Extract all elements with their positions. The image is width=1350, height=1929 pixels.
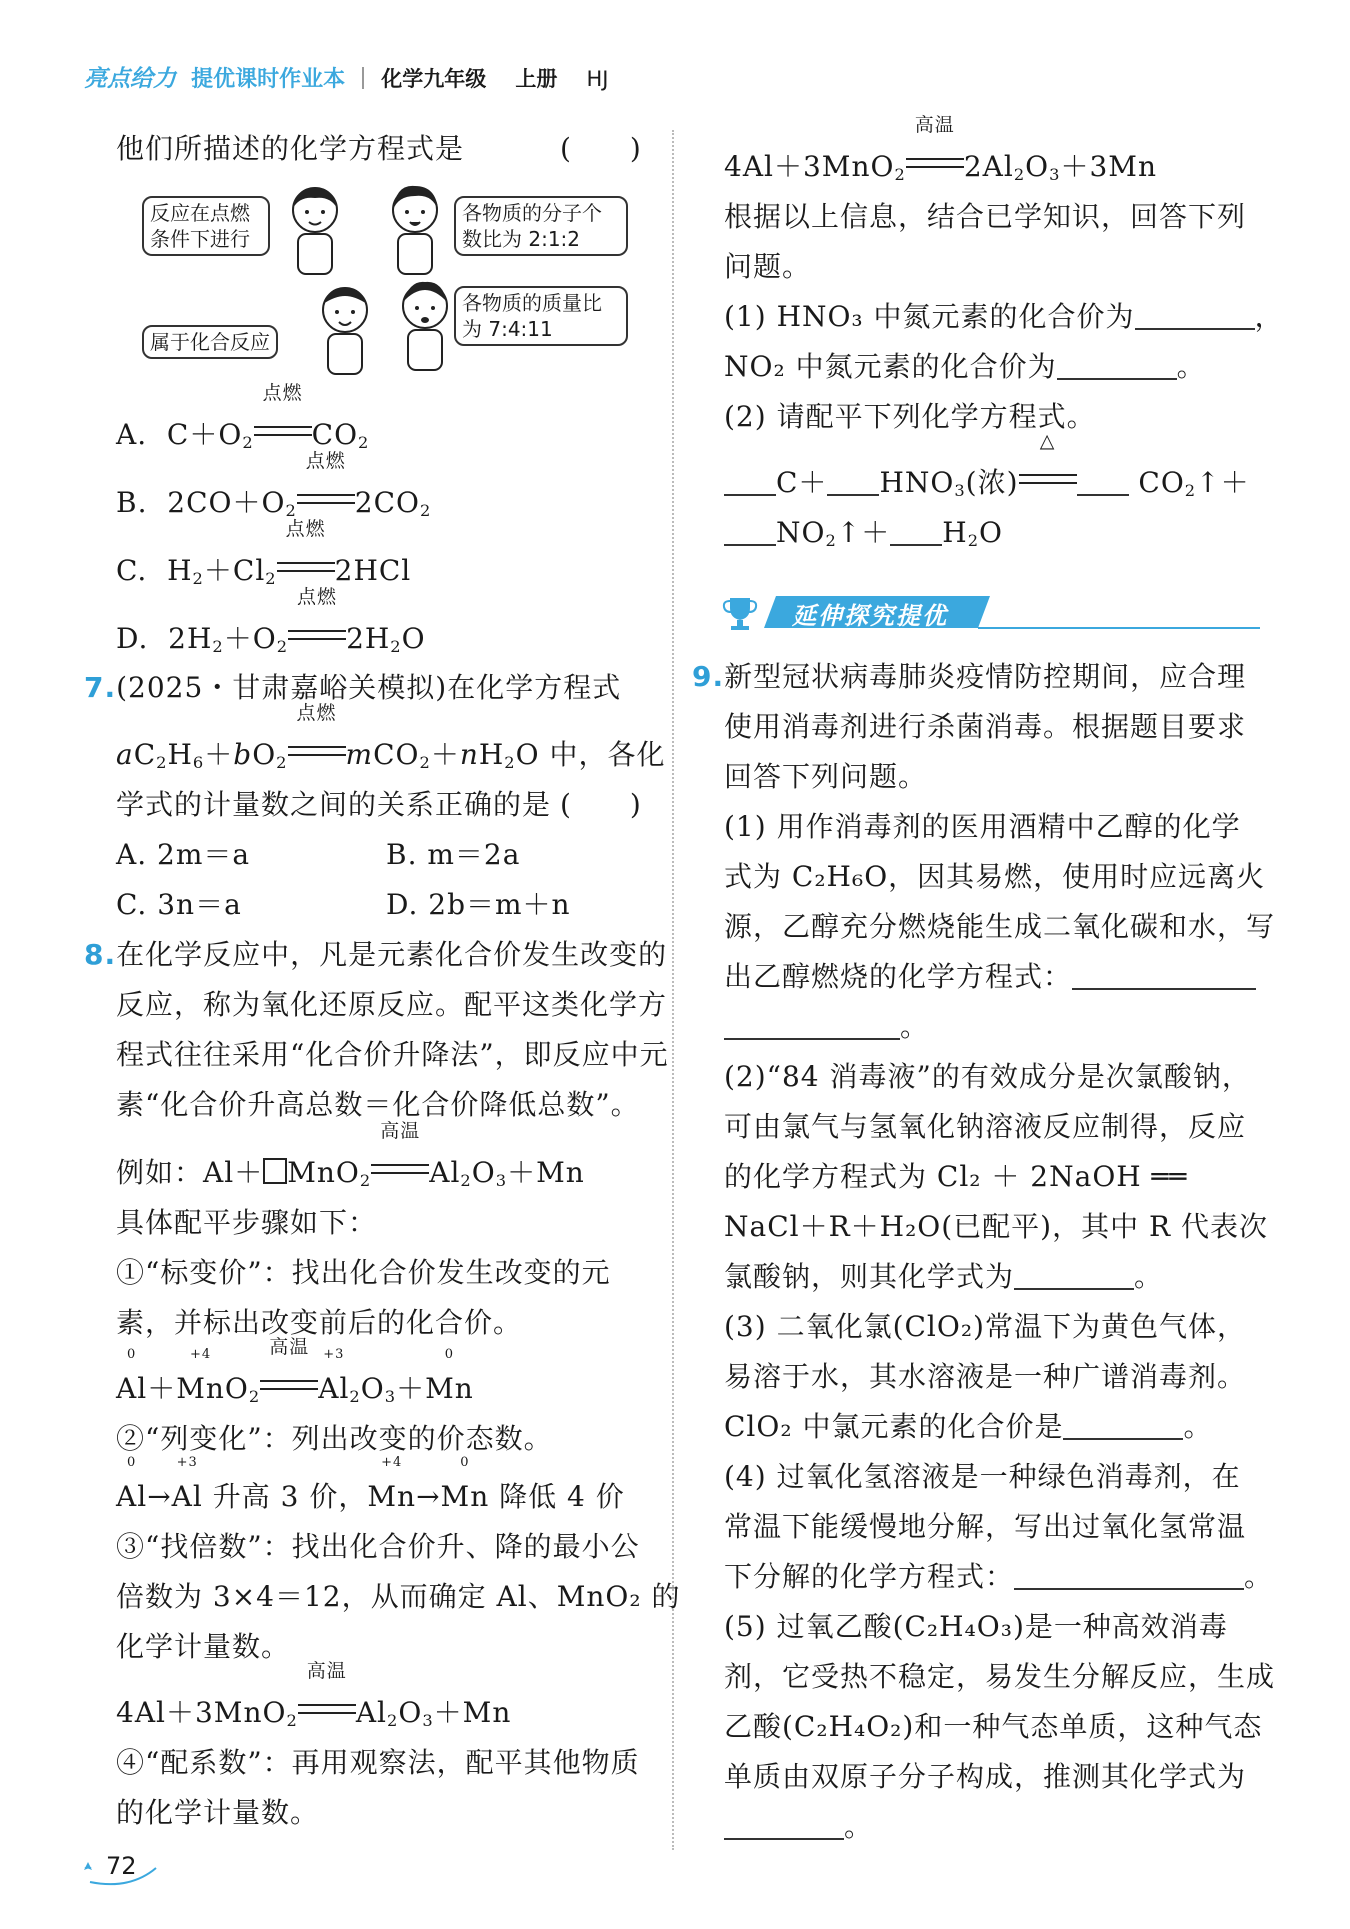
period: 。 (1183, 1410, 1213, 1443)
q7-line3 (116, 780, 551, 830)
option-a-label: A. (116, 418, 148, 451)
q9-1-line3-text: 出乙醇燃烧的化学方程式： (724, 960, 1073, 993)
student-girl-2-icon (380, 182, 450, 282)
q6-illustration (130, 182, 630, 382)
valence-mark: 0 (126, 1347, 137, 1362)
reaction-arrow (906, 114, 964, 192)
volume: 上册 (515, 67, 558, 91)
q9-5-line2: 乙酸(C₂H₄O₂)和一种气态单质，这种气态 (724, 1710, 1263, 1743)
q9-5-line0: (5) 过氧乙酸(C₂H₄O₃)是一种高效消毒 (724, 1610, 1228, 1643)
valence-mark: +4 (381, 1455, 403, 1470)
valence-mark: +4 (189, 1347, 212, 1362)
q9-1-line3 (724, 952, 1256, 1002)
q8-line-2: 程式往往采用“化合价升降法”，即反应中元 (116, 1038, 669, 1071)
period: 。 (844, 1810, 874, 1843)
option-b: B. $2CO+O_2$ 点燃 $2CO_2$ (116, 478, 431, 528)
q9-text: 新型冠状病毒肺炎疫情防控期间，应合理 (724, 660, 1247, 693)
q9-2-line1: 可由氯气与氢氧化钠溶液反应制得，反应 (724, 1110, 1247, 1143)
header-divider (362, 67, 364, 89)
brand-logo: 亮点给力 (84, 66, 176, 92)
q8-steps-intro: 具体配平步骤如下： (116, 1206, 378, 1239)
valence-mark: +3 (176, 1455, 198, 1470)
valence-mark: +3 (323, 1347, 345, 1362)
oxidation-mn: 0 Mn (440, 1455, 490, 1513)
condition-label: 点燃 (262, 382, 303, 404)
oxidation-al: 0 Al (116, 1455, 148, 1513)
q8-multiple-equation: 4Al＋3MnO$_2$ 高温 $Al_2O_3+Mn$ (116, 1688, 511, 1738)
answer-blank[interactable] (1057, 348, 1177, 380)
q7-line1-text: (2025・甘肃嘉峪关模拟)在化学方程式 (116, 671, 622, 704)
q9-1-line1: 式为 C₂H₆O，因其易燃，使用时应远离火 (724, 860, 1266, 893)
q9-3-line2-text: ClO₂ 中氯元素的化合价是 (724, 1410, 1064, 1443)
bubble-combination-reaction (142, 325, 278, 359)
option-c: C. $H_2+Cl_2$ 点燃 2HCl (116, 546, 411, 596)
oxidation-al-in-al2o3: +3 Al (318, 1347, 350, 1405)
valence-mark: 0 (460, 1455, 470, 1470)
condition-label: 点燃 (296, 702, 337, 724)
q9-5-line1: 剂，它受热不稳定，易发生分解反应，生成 (724, 1660, 1276, 1693)
q8-step3-line1: 倍数为 3×4＝12，从而确定 Al、MnO₂ 的 (116, 1580, 681, 1613)
answer-blank[interactable] (724, 1008, 900, 1040)
q8-balance-eq-line1: $C+ HNO_3$(浓) △ $CO_2↑+$ (724, 458, 1250, 508)
option-d-label: D. (116, 622, 149, 655)
condition-label: 高温 (380, 1120, 421, 1142)
q9-2-line4 (724, 1252, 1163, 1302)
q8-step1-line1: 素，并标出改变前后的化合价。 (116, 1306, 523, 1339)
bubble-molecule-ratio (454, 196, 628, 256)
reaction-arrow (288, 586, 346, 664)
answer-blank[interactable] (1014, 1558, 1244, 1590)
q9-1-line2: 源，乙醇充分燃烧能生成二氧化碳和水，写 (724, 910, 1276, 943)
reaction-arrow (288, 702, 346, 780)
student-boy-1-icon (310, 282, 380, 382)
period: 。 (1134, 1260, 1164, 1293)
student-boy-2-icon (390, 278, 460, 378)
q9-2-line3: NaCl＋R＋H₂O(已配平)，其中 R 代表次 (724, 1210, 1268, 1243)
q9-3-line2 (724, 1402, 1212, 1452)
q9-1-line4 (724, 1002, 929, 1052)
q7-option-b: B. m＝2a (386, 838, 521, 871)
q8-line-0 (84, 930, 667, 980)
reaction-arrow (298, 1660, 356, 1738)
q6-stem (116, 124, 464, 174)
period: 。 (900, 1010, 930, 1043)
q8-part1-a (724, 292, 1284, 342)
q6-answer-paren: ( ) (560, 132, 642, 165)
period: 。 (1176, 350, 1206, 383)
q8-part1-a-text: (1) HNO₃ 中氮元素的化合价为 (724, 300, 1135, 333)
q9-4-line1: 常温下能缓慢地分解，写出过氧化氢常温 (724, 1510, 1247, 1543)
q8-step4-line1: 的化学计量数。 (116, 1796, 320, 1829)
page-number: 72 (106, 1852, 137, 1880)
q7-line1 (84, 663, 621, 713)
answer-blank[interactable] (1063, 1408, 1183, 1440)
q6-stem-text: 他们所描述的化学方程式是 (116, 132, 465, 165)
q8-line-1: 反应，称为氧化还原反应。配平这类化学方 (116, 988, 668, 1021)
oxidation-al: +3 Al (171, 1455, 203, 1513)
bubble-ignite-text: 反应在点燃条件下进行 (150, 201, 250, 251)
q9-2-line0: (2)“84 消毒液”的有效成分是次氯酸钠， (724, 1060, 1251, 1093)
q8-line-3: 素“化合价升高总数＝化合价降低总数”。 (116, 1088, 640, 1121)
q7-line2: $aC_2H_6+bO_2$ 点燃 $mCO_2+nH_2O$ 中，各化 (116, 730, 666, 780)
q8-part1-b-text: NO₂ 中氮元素的化合价为 (724, 350, 1057, 383)
option-c-label: C. (116, 554, 148, 587)
q8-number: 8. (84, 938, 117, 971)
q9-1-line0: (1) 用作消毒剂的医用酒精中乙醇的化学 (724, 810, 1241, 843)
coef-blank[interactable] (890, 514, 942, 546)
q9-4-line0: (4) 过氧化氢溶液是一种绿色消毒剂，在 (724, 1460, 1241, 1493)
al-change-text: 升高 3 价， (212, 1480, 368, 1513)
condition-label: 点燃 (285, 518, 326, 540)
reaction-arrow (1019, 430, 1077, 508)
q8-step3-line2: 化学计量数。 (116, 1630, 291, 1663)
q9-5-line4 (724, 1802, 873, 1852)
q9-line0 (692, 652, 1246, 702)
q8-balance-eq-line2: $NO_2↑+ H_2O$ (724, 508, 1003, 558)
coef-blank[interactable] (724, 464, 776, 496)
q8-valence-equation: 0 Al＋ +4 MnO$_2$ 高温 +3 $Al_2O_3+$ 0 Mn (116, 1364, 474, 1414)
answer-blank[interactable] (1135, 298, 1255, 330)
period: 。 (1244, 1560, 1274, 1593)
answer-blank[interactable] (1072, 958, 1256, 990)
q7-option-a: A. 2m＝a (116, 838, 251, 871)
valence-mark: 0 (444, 1347, 455, 1362)
q9-3-line0: (3) 二氧化氯(ClO₂)常温下为黄色气体， (724, 1310, 1246, 1343)
edition: HJ (586, 67, 609, 91)
subject-grade: 化学九年级 (381, 67, 487, 91)
oxidation-mn: +4 Mn (367, 1455, 417, 1513)
q8-part1-b (724, 342, 1206, 392)
q7-option-d: D. 2b＝m＋n (386, 888, 571, 921)
coef-blank[interactable] (1077, 464, 1129, 496)
q8-info-line1: 问题。 (724, 250, 812, 283)
coef-blank[interactable] (827, 464, 879, 496)
example-prefix: 例如： (116, 1156, 204, 1189)
condition-label: 高温 (306, 1660, 347, 1682)
reaction-arrow (260, 1336, 318, 1414)
section-banner (720, 592, 1260, 632)
oxidation-mn-in-mno2: +4 Mn (176, 1347, 225, 1405)
heat-triangle-icon: △ (1039, 430, 1056, 452)
coef-blank[interactable] (724, 514, 776, 546)
q9-2-line4-text: 氯酸钠，则其化学式为 (724, 1260, 1015, 1293)
q7-line3-text: 学式的计量数之间的关系正确的是 (116, 788, 552, 821)
q7-line2-tail: 中，各化 (549, 738, 666, 771)
bubble-ignite-condition (142, 196, 270, 256)
condition-label: 点燃 (305, 450, 346, 472)
oxidation-mn: 0 Mn (425, 1347, 474, 1405)
condition-label: 点燃 (297, 586, 338, 608)
bubble-mass-ratio (454, 286, 628, 346)
q8-example: 例如：Al＋ MnO$_2$ 高温 $Al_2O_3+Mn$ (116, 1148, 585, 1198)
q8-step3-line0: ③“找倍数”：找出化合价升、降的最小公 (116, 1530, 640, 1563)
q9-4-line2-text: 下分解的化学方程式： (724, 1560, 1015, 1593)
q8-balanced-equation: 4Al＋3MnO$_2$ 高温 $2Al_2O_3+3Mn$ (724, 142, 1157, 192)
mn-change-text: 降低 4 价 (499, 1480, 625, 1513)
option-b-label: B. (116, 486, 148, 519)
bubble-mass-text: 各物质的质量比为 7:4:11 (462, 291, 602, 341)
q8-step2: ②“列变化”：列出改变的价态数。 (116, 1422, 553, 1455)
q9-2-line2: 的化学方程式为 Cl₂ ＋ 2NaOH ══ (724, 1160, 1188, 1193)
answer-blank[interactable] (724, 1808, 844, 1840)
q8-step4-line0: ④“配系数”：再用观察法，配平其他物质 (116, 1746, 640, 1779)
q9-5-line3: 单质由双原子分子构成，推测其化学式为 (724, 1760, 1247, 1793)
q7-number: 7. (84, 671, 117, 704)
answer-blank[interactable] (1014, 1258, 1134, 1290)
q9-4-line2 (724, 1552, 1273, 1602)
comma: ， (1254, 300, 1284, 333)
condition-label: 高温 (914, 114, 955, 136)
q7-option-c: C. 3n＝a (116, 888, 242, 921)
trophy-icon (720, 592, 760, 632)
option-a: A. $C+O_2$ 点燃 $CO_2$ (116, 410, 369, 460)
q9-line2: 回答下列问题。 (724, 760, 928, 793)
reaction-arrow (371, 1120, 429, 1198)
student-girl-1-icon (280, 182, 350, 282)
q9-3-line1: 易溶于水，其水溶液是一种广谱消毒剂。 (724, 1360, 1247, 1393)
q8-text: 在化学反应中，凡是元素化合价发生改变的 (116, 938, 668, 971)
oxidation-al: 0 Al (116, 1347, 148, 1405)
q9-number: 9. (692, 660, 725, 693)
banner-title: 延伸探究提优 (792, 602, 948, 630)
q8-part2: (2) 请配平下列化学方程式。 (724, 400, 1096, 433)
q7-answer-paren: ( ) (560, 788, 642, 821)
bubble-combination-text: 属于化合反应 (150, 330, 270, 354)
series-title: 提优课时作业本 (191, 67, 346, 92)
q8-info-line0: 根据以上信息，结合已学知识，回答下列 (724, 200, 1247, 233)
q8-step1-line0: ①“标变价”：找出化合价发生改变的元 (116, 1256, 611, 1289)
option-d: D. $2H_2+O_2$ 点燃 $2H_2O$ (116, 614, 426, 664)
q8-valence-change: 0 Al→ +3 Al 升高 3 价， +4 Mn→ 0 Mn 降低 4 价 (116, 1472, 625, 1522)
condition-label: 高温 (269, 1336, 310, 1358)
q9-line1: 使用消毒剂进行杀菌消毒。根据题目要求 (724, 710, 1247, 743)
bubble-molecule-text: 各物质的分子个数比为 2:1:2 (462, 201, 602, 251)
valence-mark: 0 (126, 1455, 137, 1470)
page-header (84, 60, 608, 96)
blank-box (263, 1158, 287, 1184)
